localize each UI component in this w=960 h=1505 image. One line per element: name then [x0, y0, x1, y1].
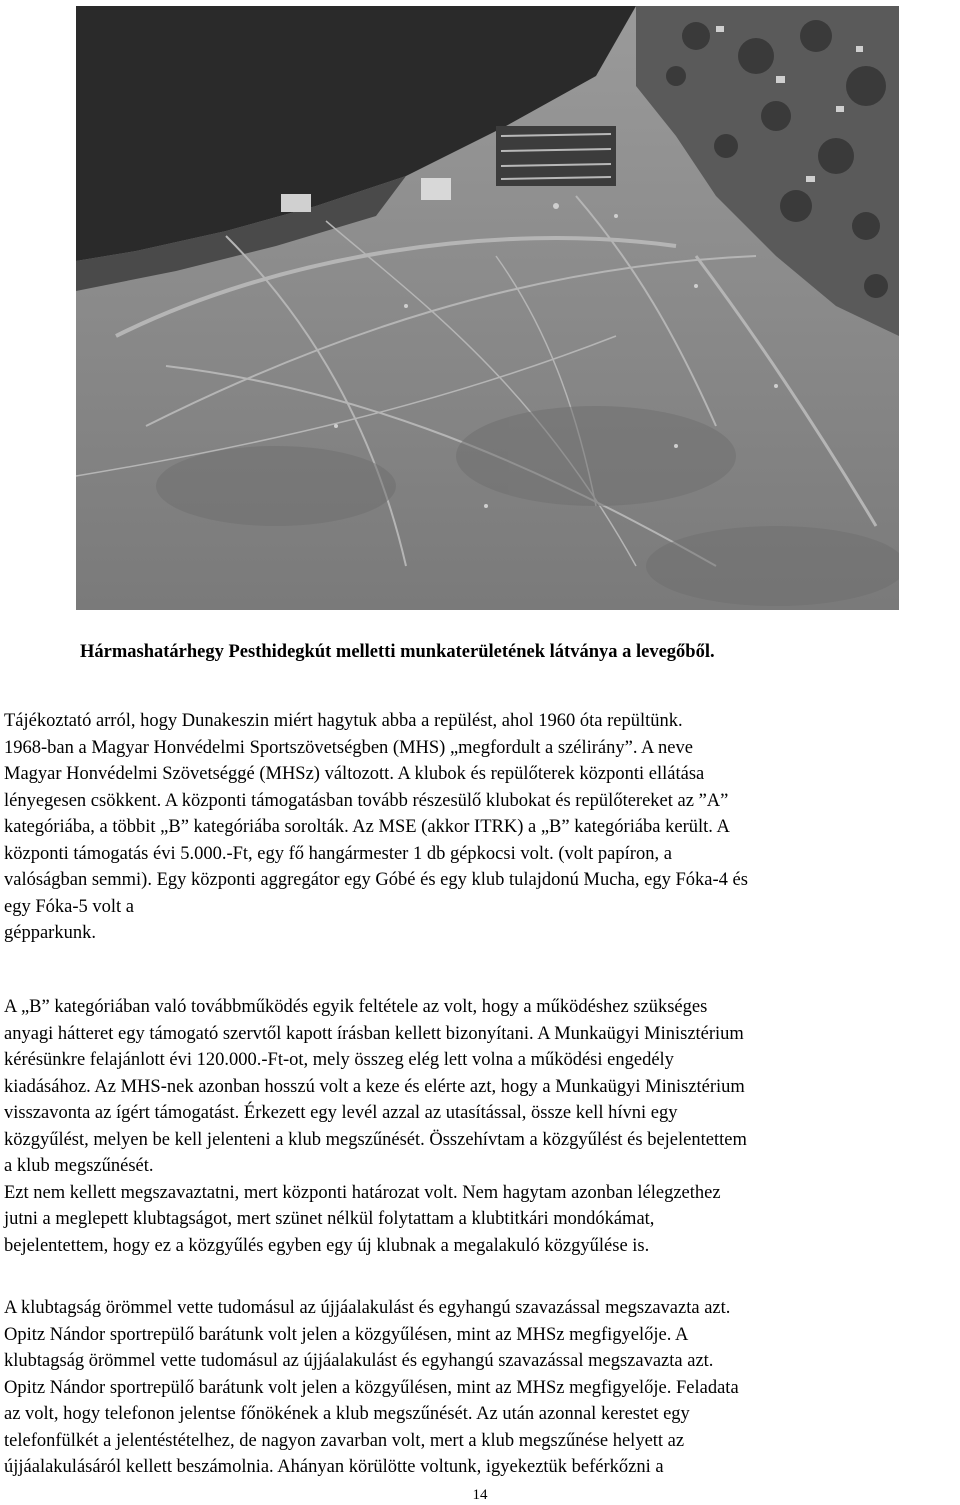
paragraph-3	[4, 1295, 956, 1481]
text-line: anyagi hátteret egy támogató szervtől kapott írásban kellett bizonyítani. A Munkaügyi Minisztérium	[4, 1023, 744, 1044]
text-line: Magyar Honvédelmi Szövetséggé (MHSz) változott. A klubok és repülőterek központi ellátása	[4, 764, 705, 784]
text-line: közgyűlést, melyen be kell jelenteni a klub megszűnését. Összehívtam a közgyűlést és bejelentettem	[4, 1129, 747, 1150]
text-line: lényegesen csökkent. A központi támogatásban tovább részesülő klubokat és repülőtereket az ”A”	[4, 790, 729, 811]
text-line: klubtagság örömmel vette tudomásul az újjáalakulást és egyhangú szavazással megszavazta azt.	[4, 1351, 714, 1371]
text-line: visszavonta az ígért támogatást. Érkezett egy levél azzal az utasítással, össze kell hívni egy	[4, 1103, 678, 1123]
text-line: az volt, hogy telefonon jelentse főnökének a klub megszűnését. Az után azonnal kerestet egy	[4, 1404, 690, 1424]
text-line: valóságban semmi). Egy központi aggregátor egy Góbé és egy klub tulajdonú Mucha, egy Fóka-4 és	[4, 870, 748, 890]
text-line: gépparkunk.	[4, 923, 96, 943]
airfield-aerial-image	[76, 6, 899, 610]
text-line: Tájékoztató arról, hogy Dunakeszin miért hagytuk abba a repülést, ahol 1960 óta repültünk.	[4, 711, 683, 731]
text-line: a klub megszűnését.	[4, 1156, 154, 1176]
text-line: bejelentettem, hogy ez a közgyűlés egyben egy új klubnak a megalakuló közgyűlése is.	[4, 1235, 650, 1256]
text-line: egy Fóka-5 volt a	[4, 896, 134, 917]
text-line: 1968-ban a Magyar Honvédelmi Sportszövetségben (MHS) „megfordult a szélirány”. A neve	[4, 737, 693, 758]
aerial-photo	[76, 6, 899, 610]
text-line: Ezt nem kellett megszavaztatni, mert központi határozat volt. Nem hagytam azonban lélegzethez	[4, 1182, 721, 1203]
photo-caption: Hármashatárhegy Pesthidegkút melletti munkaterületének látványa a levegőből.	[80, 642, 715, 662]
paragraph-1	[4, 708, 956, 947]
text-line: újjáalakulásáról kellett beszámolnia. Ahányan körülötte voltunk, igyekeztük beférkőzni a	[4, 1457, 664, 1477]
text-line: kategóriába, a többit „B” kategóriába sorolták. Az MSE (akkor ITRK) a „B” kategóriába került. A	[4, 817, 730, 837]
text-line: A klubtagság örömmel vette tudomásul az újjáalakulást és egyhangú szavazással megszavazta azt.	[4, 1298, 731, 1318]
paragraph-2	[4, 994, 956, 1259]
text-line: Opitz Nándor sportrepülő barátunk volt jelen a közgyűlésen, mint az MHSz megfigyelője. A	[4, 1324, 689, 1345]
text-line: A „B” kategóriában való továbbműködés egyik feltétele az volt, hogy a működéshez szükséges	[4, 997, 708, 1017]
text-line: jutni a meglepett klubtagságot, mert szünet nélkül folytattam a klubtitkári mondókámat,	[4, 1209, 655, 1229]
text-line: Opitz Nándor sportrepülő barátunk volt jelen a közgyűlésen, mint az MHSz megfigyelője. Feladata	[4, 1377, 739, 1398]
text-line: kérésünkre felajánlott évi 120.000.-Ft-ot, mely összeg elég lett volna a működési engedély	[4, 1050, 674, 1070]
text-line: kiadásához. Az MHS-nek azonban hosszú volt a keze és elérte azt, hogy a Munkaügyi Minisztérium	[4, 1076, 745, 1097]
text-line: telefonfülkét a jelentéstételhez, de nagyon zavarban volt, mert a klub megszűnése helyett az	[4, 1430, 685, 1451]
text-line: központi támogatás évi 5.000.-Ft, egy fő hangármester 1 db gépkocsi volt. (volt papíron, a	[4, 843, 672, 864]
page-number: 14	[472, 1487, 488, 1503]
